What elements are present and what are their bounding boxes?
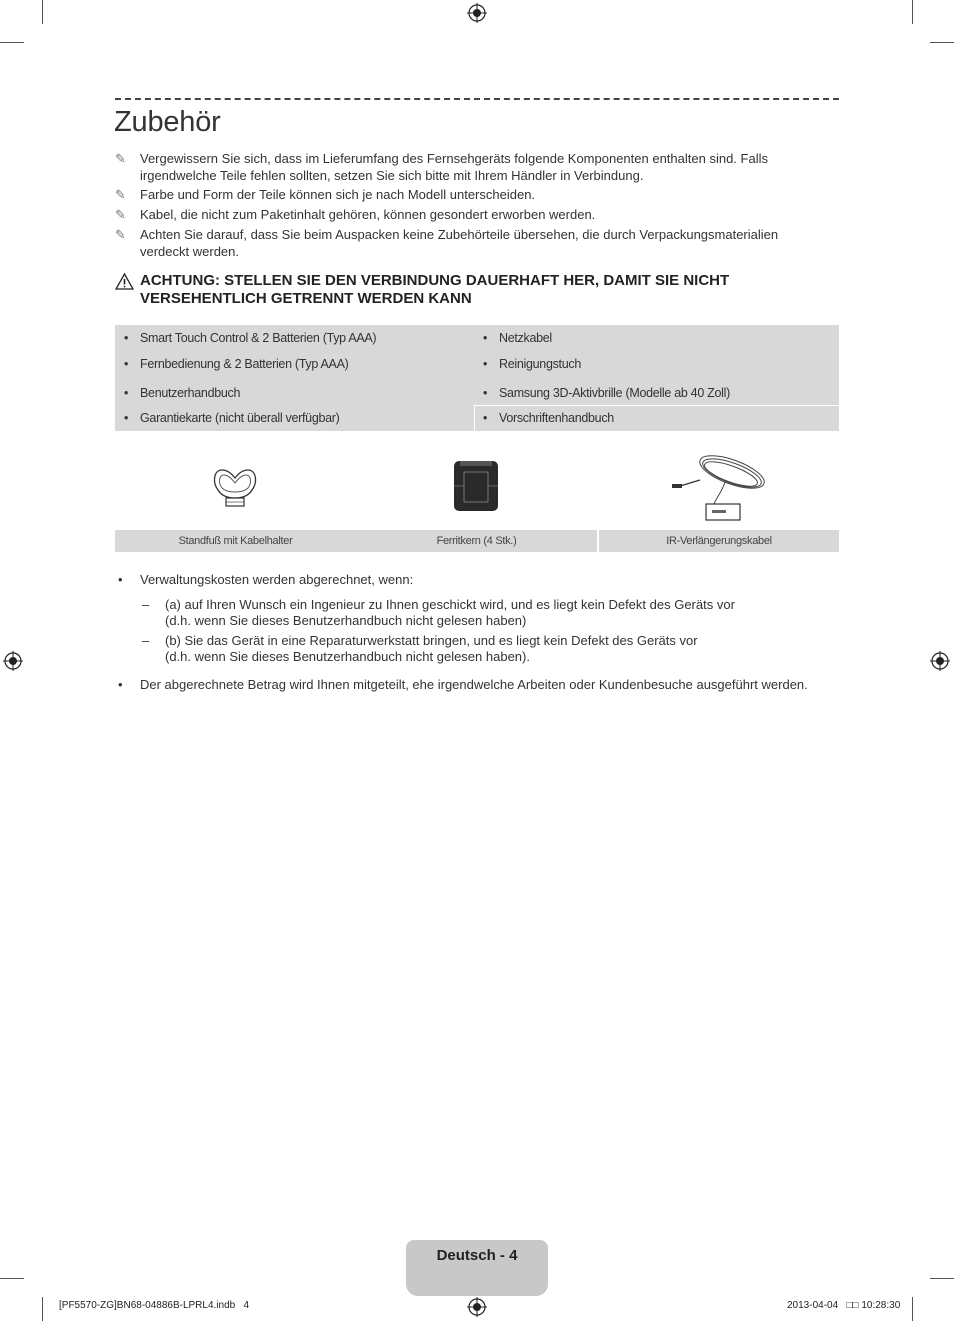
dash-bullet: –: [142, 632, 150, 648]
caution-text: VERSEHENTLICH GETRENNT WERDEN KANN: [140, 290, 472, 307]
bullet: •: [118, 572, 123, 587]
stand-cable-holder-icon: [210, 462, 260, 510]
case-text: (b) Sie das Gerät in eine Reparaturwerkstatt bringen, und es liegt kein Defekt des Geräts vor: [165, 632, 698, 648]
bullet: •: [483, 386, 488, 400]
accessory-images: [115, 444, 839, 530]
page-number-tab: [406, 1240, 548, 1296]
bullet: •: [124, 411, 129, 425]
bullet: •: [124, 331, 129, 345]
page-title: Zubehör: [114, 106, 221, 138]
pencil-note-icon: ✎: [115, 187, 126, 202]
note-text: Kabel, die nicht zum Paketinhalt gehören, können gesondert erworben werden.: [140, 206, 596, 222]
accessory-label: Vorschriftenhandbuch: [499, 411, 614, 425]
list-item: [115, 633, 850, 666]
accessory-item: [474, 357, 581, 371]
note-text: irgendwelche Teile fehlen sollten, setzen Sie sich bitte mit Ihrem Händler in Verbindung.: [140, 167, 644, 183]
note-item: [115, 207, 839, 224]
ir-extension-cable-icon: [670, 446, 770, 528]
accessory-label: Fernbedienung & 2 Batterien (Typ AAA): [140, 357, 349, 371]
note-text: verdeckt werden.: [140, 243, 239, 259]
accessory-item: [115, 411, 340, 425]
bullet: •: [124, 386, 129, 400]
caution-text: ACHTUNG: STELLEN SIE DEN VERBINDUNG DAUERHAFT HER, DAMIT SIE NICHT: [140, 272, 730, 289]
note-item: [115, 151, 839, 184]
table-divider: [474, 405, 839, 406]
notes-list: [115, 151, 839, 260]
crop-mark: [930, 1278, 954, 1279]
pencil-note-icon: ✎: [115, 151, 126, 166]
list-item: [115, 572, 850, 589]
accessory-item: [115, 357, 348, 371]
image-caption: Standfuß mit Kabelhalter: [178, 535, 293, 547]
costs-final-note: Der abgerechnete Betrag wird Ihnen mitgeteilt, ehe irgendwelche Arbeiten oder Kundenbesuche ausgeführt werden.: [140, 676, 808, 692]
image-caption: IR-Verlängerungskabel: [666, 535, 772, 547]
bullet: •: [118, 676, 123, 692]
accessory-item: [474, 331, 552, 345]
pencil-note-icon: ✎: [115, 206, 126, 222]
note-item: [115, 227, 839, 260]
caution-block: [115, 272, 839, 308]
dash-bullet: –: [142, 596, 150, 612]
list-item: [115, 677, 850, 694]
bullet: •: [483, 411, 488, 425]
registration-mark-icon: [467, 3, 487, 23]
image-caption-row: [115, 530, 839, 552]
case-text: (a) auf Ihren Wunsch ein Ingenieur zu Ihnen geschickt wird, und es liegt kein Defekt des Geräts vor: [165, 596, 735, 612]
pencil-note-icon: ✎: [115, 227, 126, 242]
accessory-label: Reinigungstuch: [499, 357, 581, 371]
crop-mark: [0, 42, 24, 43]
accessory-label: Garantiekarte (nicht überall verfügbar): [140, 411, 340, 425]
accessory-item: [474, 386, 730, 400]
ferrite-core-icon: [451, 458, 501, 514]
crop-mark: [912, 1297, 913, 1321]
accessory-label: Smart Touch Control & 2 Batterien (Typ AAA): [140, 331, 377, 345]
print-datetime: 2013-04-04 □□ 10:28:30: [787, 1300, 901, 1311]
accessory-label: Samsung 3D-Aktivbrille (Modelle ab 40 Zoll): [499, 386, 730, 400]
page-number: Deutsch - 4: [436, 1247, 518, 1264]
registration-mark-icon: [3, 651, 23, 671]
registration-mark-icon: [467, 1297, 487, 1317]
case-text: (d.h. wenn Sie dieses Benutzerhandbuch nicht gelesen haben): [165, 613, 527, 628]
accessory-item: [115, 331, 376, 345]
admin-costs-section: [115, 572, 850, 693]
bullet: •: [483, 331, 488, 345]
image-caption: Ferritkern (4 Stk.): [436, 535, 517, 547]
accessory-label: Netzkabel: [499, 331, 552, 345]
note-item: [115, 187, 839, 204]
crop-mark: [42, 1297, 43, 1321]
crop-mark: [0, 1278, 24, 1279]
list-item: [115, 597, 850, 630]
case-text: (d.h. wenn Sie dieses Benutzerhandbuch nicht gelesen haben).: [165, 649, 530, 664]
bullet: •: [483, 357, 488, 371]
crop-mark: [912, 0, 913, 24]
print-file-info: [PF5570-ZG]BN68-04886B-LPRL4.indb 4: [59, 1300, 250, 1311]
costs-intro: Verwaltungskosten werden abgerechnet, wenn:: [140, 572, 414, 587]
accessory-item: [474, 411, 614, 425]
section-divider: [115, 98, 839, 100]
crop-mark: [42, 0, 43, 24]
note-text: Farbe und Form der Teile können sich je nach Modell unterscheiden.: [140, 187, 536, 202]
accessory-item: [115, 386, 240, 400]
crop-mark: [930, 42, 954, 43]
warning-triangle-icon: [115, 272, 140, 295]
accessory-label: Benutzerhandbuch: [140, 386, 241, 400]
note-text: Achten Sie darauf, dass Sie beim Auspacken keine Zubehörteile übersehen, die durch Verpackungsmaterialien: [140, 227, 779, 242]
note-text: Vergewissern Sie sich, dass im Lieferumfang des Fernsehgeräts folgende Komponenten enthalten sind. Falls: [140, 151, 768, 166]
bullet: •: [124, 357, 129, 371]
registration-mark-icon: [930, 651, 950, 671]
